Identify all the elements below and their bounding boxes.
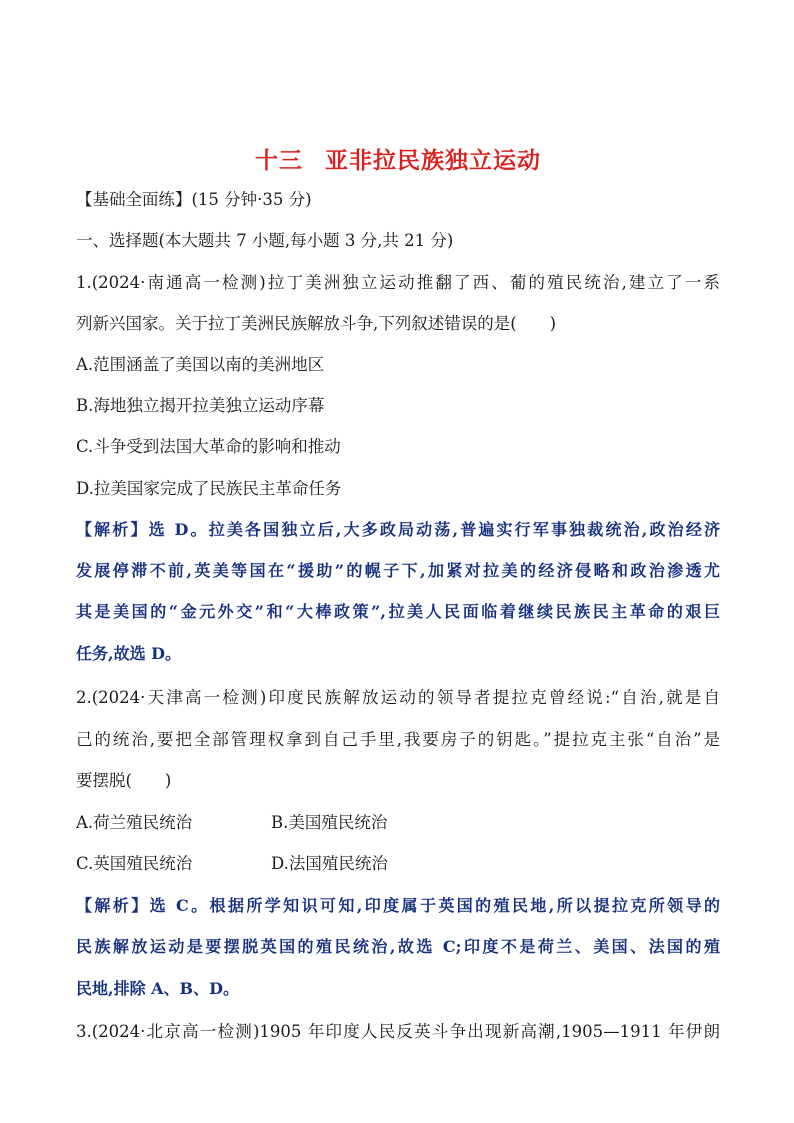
q2-option-c: C.英国殖民统治 [76,854,193,873]
section-type: 一、选择题(本大题共 7 小题,每小题 3 分,共 21 分) [76,231,454,250]
q1-stem-line1: 1.(2024·南通高一检测)拉丁美洲独立运动推翻了西、葡的殖民统治,建立了一系 [76,273,720,292]
q1-option-a: A.范围涵盖了美国以南的美洲地区 [76,355,325,374]
q2-analysis-text1: 选 C。根据所学知识可知,印度属于英国的殖民地,所以提拉克所领导的 [149,896,720,915]
q1-option-c: C.斗争受到法国大革命的影响和推动 [76,437,341,456]
q1-analysis-line4: 任务,故选 D。 [76,644,182,663]
q2-analysis-line2: 民族解放运动是要摆脱英国的殖民统治,故选 C;印度不是荷兰、美国、法国的殖 [76,937,720,956]
q2-option-a: A.荷兰殖民统治 [76,813,193,832]
q1-analysis-tag: 【解析】 [76,520,149,539]
title-text: 亚非拉民族独立运动 [325,148,541,174]
q1-analysis-line3: 其是美国的“金元外交”和“大棒政策”,拉美人民面临着继续民族民主革命的艰巨 [76,602,720,621]
q1-option-b: B.海地独立揭开拉美独立运动序幕 [76,396,325,415]
q1-analysis-text1: 选 D。拉美各国独立后,大多政局动荡,普遍实行军事独裁统治,政治经济 [148,520,720,539]
q2-options-row2 [76,852,720,876]
q2-option-d: D.法国殖民统治 [271,854,388,873]
q2-analysis-line1 [76,894,720,918]
page-title [76,142,720,175]
q1-analysis-line2: 发展停滞不前,英美等国在“援助”的幌子下,加紧对拉美的经济侵略和政治渗透尤 [76,561,720,580]
q1-option-d: D.拉美国家完成了民族民主革命任务 [76,479,342,498]
q2-stem-line2: 己的统治,要把全部管理权拿到自己手里,我要房子的钥匙。”提拉克主张“自治”是 [76,730,720,749]
q1-stem-line2: 列新兴国家。关于拉丁美洲民族解放斗争,下列叙述错误的是( ) [76,314,557,333]
q2-option-b: B.美国殖民统治 [271,813,388,832]
q3-stem-line1: 3.(2024·北京高一检测)1905 年印度人民反英斗争出现新高潮,1905—1911 年伊朗 [76,1022,720,1041]
q2-stem-line1: 2.(2024·天津高一检测)印度民族解放运动的领导者提拉克曾经说:“自治,就是自 [76,688,720,707]
q1-analysis-line1 [76,518,720,542]
section-header: 【基础全面练】(15 分钟·35 分) [76,190,312,209]
title-number: 十三 [255,148,303,174]
q2-stem-line3: 要摆脱( ) [76,771,172,790]
q2-options-row1 [76,811,720,835]
q2-analysis-tag: 【解析】 [76,896,150,915]
q2-analysis-line3: 民地,排除 A、B、D。 [76,979,239,998]
